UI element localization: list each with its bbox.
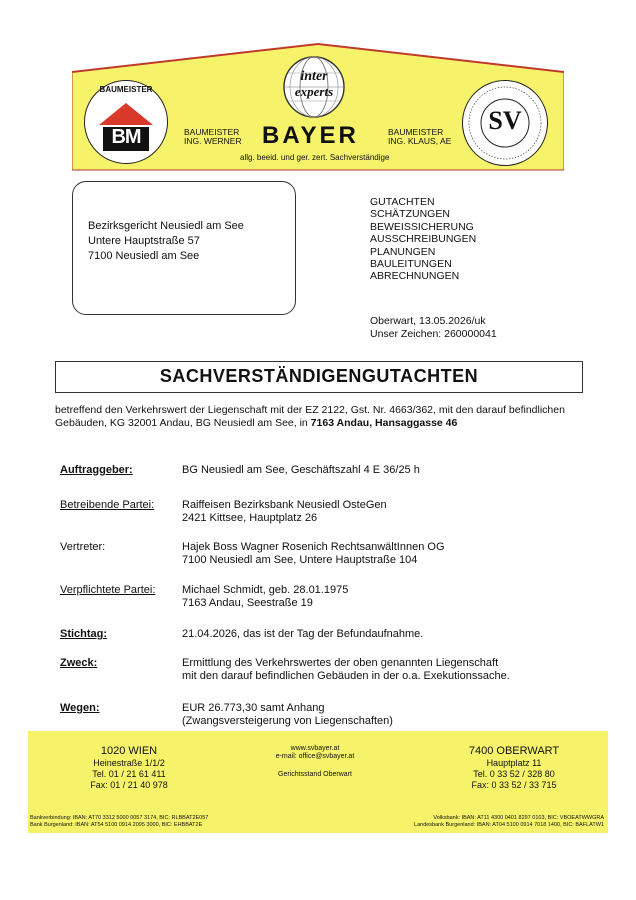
label-zweck: Zweck: <box>60 657 98 669</box>
value-betreibende-partei <box>182 499 582 525</box>
footer-vienna-fax: Fax: 01 / 21 40 978 <box>90 780 168 790</box>
baumeister-logo <box>84 80 168 164</box>
document-title: SACHVERSTÄNDIGENGUTACHTEN <box>159 366 479 386</box>
value-line: BG Neusiedl am See, Geschäftszahl 4 E 36/25 h <box>182 464 420 476</box>
label-wegen: Wegen: <box>60 702 100 714</box>
sv-seal-logo <box>462 80 548 166</box>
reference-number: Unser Zeichen: 260000041 <box>370 327 497 340</box>
intro-text: betreffend den Verkehrswert der Liegenschaft mit der EZ 2122, Gst. Nr. 4663/362, mit den darauf befindlichen Gebäuden, KG 32001 Andau, BG Neusiedl am See, in <box>55 404 565 429</box>
value-line: Ermittlung des Verkehrswertes der oben genannten Liegenschaft <box>182 657 499 669</box>
label-verpflichtete-partei: Verpflichtete Partei: <box>60 584 156 596</box>
baumeister-logo-mark: BM <box>111 126 141 148</box>
service-item: BEWEISSICHERUNG <box>370 220 474 233</box>
service-item: GUTACHTEN <box>370 196 435 208</box>
bank-line: Bankverbindung: IBAN: AT70 3312 5000 0057 3174, BIC: RLBBAT2E057 <box>30 815 209 821</box>
service-item: ABRECHNUNGEN <box>370 270 460 283</box>
value-line: 2421 Kittsee, Hauptplatz 26 <box>182 512 318 524</box>
intro-paragraph <box>55 404 580 429</box>
footer-website: www.svbayer.at <box>290 745 340 752</box>
footer-bank-right <box>414 815 604 828</box>
inter-experts-globe-logo <box>282 55 346 119</box>
right-title-line-2: ING. KLAUS, AE <box>388 136 452 146</box>
seal-mark: SV <box>488 106 522 135</box>
footer-vienna-street: Heinestraße 1/1/2 <box>93 758 165 768</box>
footer-vienna-city: 1020 WIEN <box>100 745 158 757</box>
footer-oberwart-city: 7400 OBERWART <box>468 745 560 757</box>
label-stichtag: Stichtag: <box>60 628 108 640</box>
left-title-line-1: BAUMEISTER <box>184 127 240 137</box>
recipient-address <box>88 219 244 264</box>
footer-oberwart <box>454 745 574 791</box>
value-line: 7100 Neusiedl am See, Untere Hauptstraße 104 <box>182 554 418 566</box>
footer-bank-left <box>30 815 208 828</box>
value-verpflichtete-partei <box>182 584 582 610</box>
baumeister-logo-text: BAUMEISTER <box>99 85 153 94</box>
tagline: allg. beeid. und ger. zert. Sachverständige <box>240 153 390 162</box>
right-title-line-1: BAUMEISTER <box>388 127 444 137</box>
footer-email: e-mail: office@svbayer.at <box>275 753 355 760</box>
value-line: 7163 Andau, Seestraße 19 <box>182 597 313 609</box>
footer-oberwart-tel: Tel. 0 33 52 / 328 80 <box>473 769 555 779</box>
services-list <box>370 196 476 283</box>
bank-line: Volksbank: IBAN: AT11 4300 0401 8297 0103, BIC: VBOEATWWGRA <box>433 815 604 821</box>
footer-court: Gerichtsstand Oberwart <box>278 771 352 778</box>
place-date: Oberwart, 13.05.2026/uk <box>370 315 486 327</box>
bank-line: Landesbank Burgenland: IBAN: AT04 5100 0914 7018 1400, BIC: BAFLATW1 <box>414 821 604 828</box>
label-auftraggeber: Auftraggeber: <box>60 464 133 476</box>
value-line: mit den darauf befindlichen Gebäuden in der o.a. Exekutionssache. <box>182 670 510 682</box>
value-line: (Zwangsversteigerung von Liegenschaften) <box>182 715 393 727</box>
recipient-line: 7100 Neusiedl am See <box>88 250 200 262</box>
value-wegen <box>182 702 582 728</box>
service-item: PLANUNGEN <box>370 245 436 258</box>
value-stichtag <box>182 628 582 641</box>
label-betreibende-partei: Betreibende Partei: <box>60 499 155 511</box>
footer-oberwart-fax: Fax: 0 33 52 / 33 715 <box>471 780 557 790</box>
service-item: AUSSCHREIBUNGEN <box>370 233 477 246</box>
value-zweck <box>182 657 582 683</box>
letterhead <box>72 40 564 174</box>
recipient-line: Untere Hauptstraße 57 <box>88 235 200 247</box>
footer-center <box>250 745 380 779</box>
value-auftraggeber <box>182 464 582 477</box>
left-title-line-2: ING. WERNER <box>184 136 242 146</box>
intro-address-bold: 7163 Andau, Hansaggasse 46 <box>310 416 458 429</box>
footer-vienna-tel: Tel. 01 / 21 61 411 <box>92 769 166 779</box>
recipient-line: Bezirksgericht Neusiedl am See <box>88 220 244 232</box>
service-item: SCHÄTZUNGEN <box>370 208 450 221</box>
value-line: Raiffeisen Bezirksbank Neusiedl OsteGen <box>182 499 387 511</box>
letterhead-footer <box>28 731 608 833</box>
globe-text-inter: inter <box>300 69 328 84</box>
letter-meta <box>370 315 497 340</box>
value-vertreter <box>182 541 582 567</box>
label-vertreter: Vertreter: <box>60 541 106 553</box>
value-line: Hajek Boss Wagner Rosenich RechtsanwältInnen OG <box>182 541 445 553</box>
left-title <box>184 128 242 146</box>
value-line: 21.04.2026, das ist der Tag der Befundaufnahme. <box>182 628 424 640</box>
footer-vienna <box>74 745 184 791</box>
value-line: Michael Schmidt, geb. 28.01.1975 <box>182 584 349 596</box>
bank-line: Bank Burgenland: IBAN: AT54 5100 0914 2095 3000, BIC: EHBBAT2E <box>30 821 203 828</box>
service-item: BAULEITUNGEN <box>370 258 452 271</box>
globe-text-experts: experts <box>294 84 334 99</box>
brand-name: BAYER <box>262 122 359 149</box>
footer-oberwart-street: Hauptplatz 11 <box>486 758 542 768</box>
right-title <box>388 128 451 146</box>
value-line: EUR 26.773,30 samt Anhang <box>182 702 325 714</box>
